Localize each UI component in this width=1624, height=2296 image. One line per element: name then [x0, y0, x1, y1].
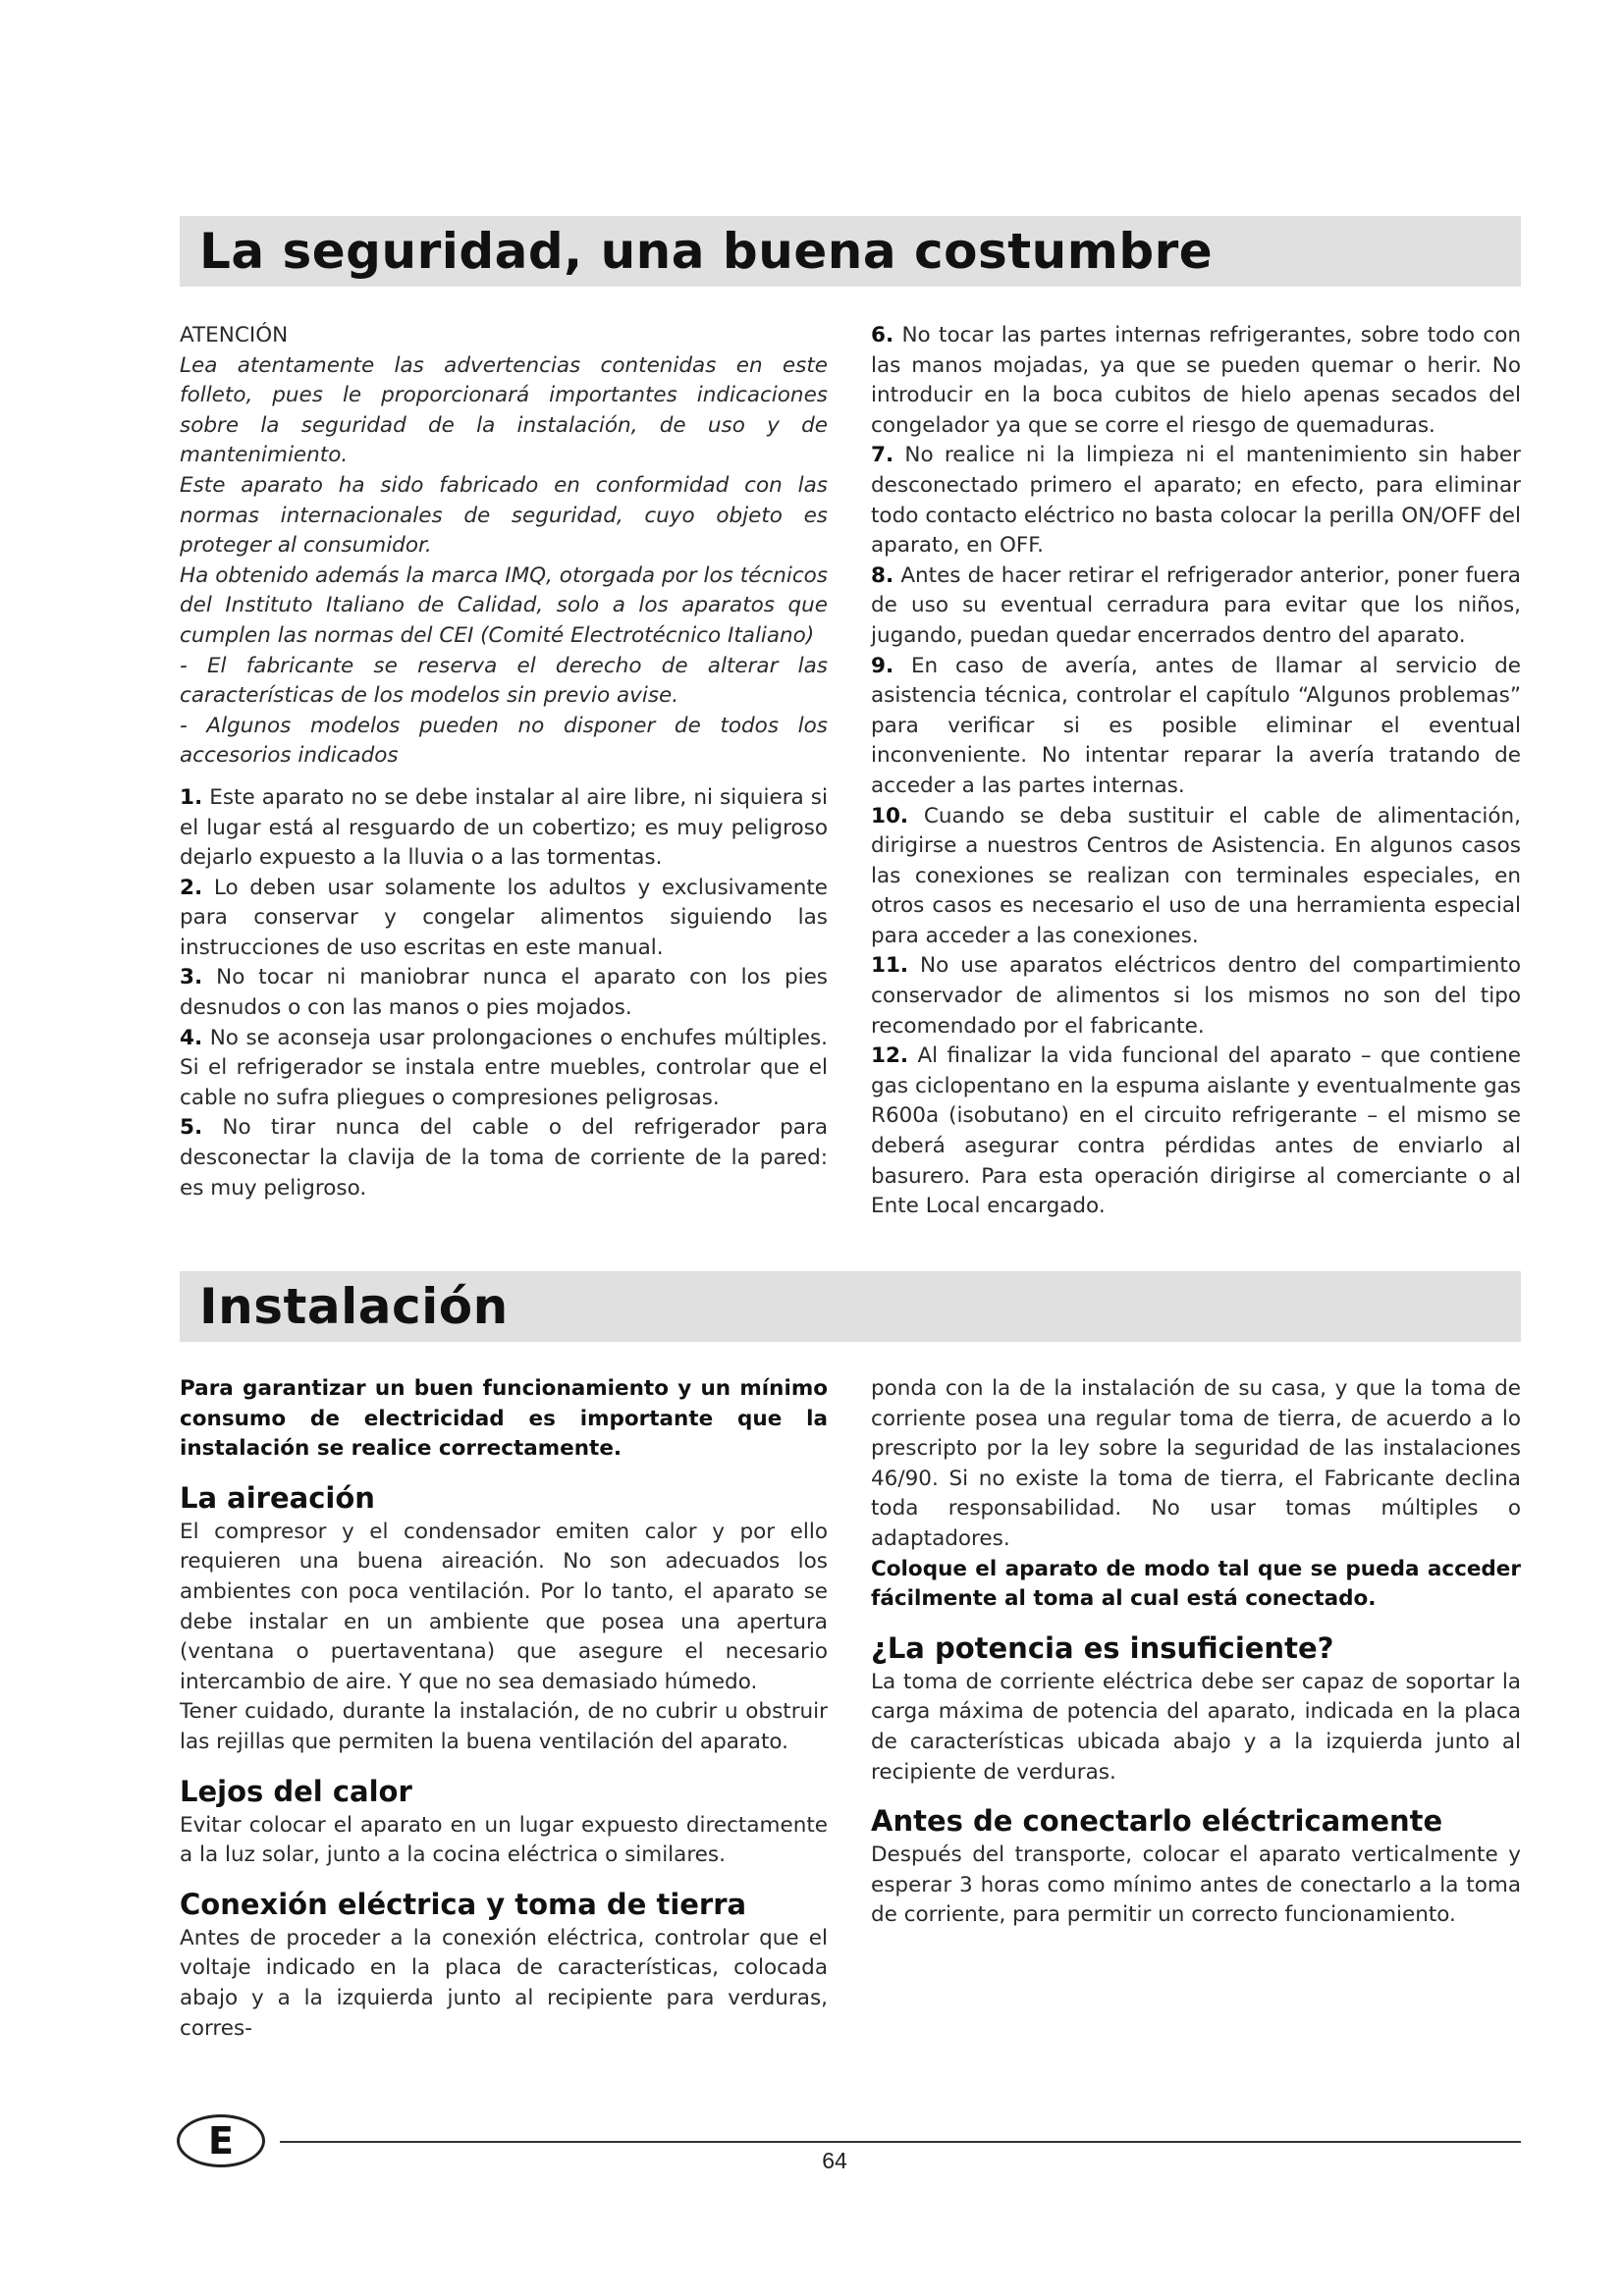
intro-italic-4: - El fabricante se reserva el derecho de alterar las características de los modelos sin previo avise. [180, 653, 828, 709]
heading-conexion-electrica: Conexión eléctrica y toma de tierra [180, 1887, 747, 1921]
section-title-band [180, 216, 1521, 287]
potencia-paragraph: La toma de corriente eléctrica debe ser capaz de soportar la carga máxima de potencia del aparato, indicada en la placa de características ubicada abajo y a la izquierda junto al recipiente de verduras. [871, 1669, 1521, 1785]
heading-antes-de-conectar: Antes de conectarlo eléctricamente [871, 1804, 1443, 1839]
safety-item: 7. No realice ni la limpieza ni el mantenimiento sin haber desconectado primero el aparato; en efecto, para eliminar todo contacto eléctrico no basta colocar la perilla ON/OFF del aparato, en OFF. [871, 443, 1521, 559]
intro-italic-2: Este aparato ha sido fabricado en conformidad con las normas internacionales de seguridad, cuyo objeto es proteger al consumidor. [180, 472, 828, 559]
footer-rule [280, 2141, 1521, 2143]
intro-italic-1: Lea atentamente las advertencias contenidas en este folleto, pues le proporcionará importantes indicaciones sobre la seguridad de la instalación, de uso y de mantenimiento. [180, 352, 828, 468]
safety-item: 11. No use aparatos eléctricos dentro del compartimiento conservador de alimentos si los mismos no son del tipo recomendado por el fabricante. [871, 953, 1521, 1039]
aireacion-paragraph-2: Tener cuidado, durante la instalación, de no cubrir u obstruir las rejillas que permiten la buena ventilación del aparato. [180, 1699, 828, 1754]
safety-item: 6. No tocar las partes internas refrigerantes, sobre todo con las manos mojadas, ya que se pueden quemar o herir. No introducir en la boca cubitos de hielo apenas secados del congelador ya que se corre el riesgo de quemaduras. [871, 323, 1521, 438]
intro-italic-3: Ha obtenido además la marca IMQ, otorgada por los técnicos del Instituto Italiano de Calidad, solo a los aparatos que cumplen las normas del CEI (Comité Electrotécnico Italiano) [180, 562, 828, 648]
safety-item: 10. Cuando se deba sustituir el cable de alimentación, dirigirse a nuestros Centros de Asistencia. En algunos casos las conexiones se realizan con terminales especiales, en otros casos es necesario el uso de una herramienta especial para acceder a las conexiones. [871, 803, 1521, 948]
conexion-paragraph: Antes de proceder a la conexión eléctrica, controlar que el voltaje indicado en la placa de características, colocada abajo y a la izquierda junto al recipiente para verduras, corres- [180, 1925, 828, 2041]
section-title-band [180, 1271, 1521, 1342]
conexion-bold-note: Coloque el aparato de modo tal que se pueda acceder fácilmente al toma al cual está conectado. [871, 1556, 1521, 1612]
section-title-seguridad: La seguridad, una buena costumbre [199, 223, 1214, 280]
aireacion-paragraph-1: El compresor y el condensador emiten calor y por ello requieren una buena aireación. No son adecuados los ambientes con poca ventilación. Por lo tanto, el aparato se debe instalar en un ambiente que posea una apertura (ventana o puertaventana) que asegure el necesario intercambio de aire. Y que no sea demasiado húmedo. [180, 1519, 828, 1694]
heading-aireacion: La aireación [180, 1480, 375, 1515]
safety-item: 5. No tirar nunca del cable o del refrigerador para desconectar la clavija de la toma de corriente de la pared: es muy peligroso. [180, 1115, 828, 1201]
antes-paragraph: Después del transporte, colocar el aparato verticalmente y esperar 3 horas como mínimo antes de conectarlo a la toma de corriente, para permitir un correcto funcionamiento. [871, 1842, 1521, 1928]
instalacion-right-column [871, 1374, 1521, 1931]
conexion-continued: ponda con la de la instalación de su casa, y que la toma de corriente posea una regular toma de tierra, de acuerdo a lo prescripto por la ley sobre la seguridad de las instalaciones 46/90. Si no existe la toma de tierra, el Fabricante declina toda responsabilidad. No usar tomas múltiples o adaptadores. [871, 1376, 1521, 1551]
seguridad-right-column [871, 321, 1521, 1222]
language-badge: E [177, 2114, 265, 2167]
section-title-instalacion: Instalación [199, 1278, 509, 1335]
heading-lejos-del-calor: Lejos del calor [180, 1774, 412, 1808]
calor-paragraph: Evitar colocar el aparato en un lugar expuesto directamente a la luz solar, junto a la cocina eléctrica o similares. [180, 1812, 828, 1868]
intro-italic-5: - Algunos modelos pueden no disponer de todos los accesorios indicados [180, 713, 828, 769]
instalacion-intro: Para garantizar un buen funcionamiento y un mínimo consumo de electricidad es importante que la instalación se realice correctamente. [180, 1376, 828, 1462]
safety-item: 1. Este aparato no se debe instalar al aire libre, ni siquiera si el lugar está al resguardo de un cobertizo; es muy peligroso dejarlo expuesto a la lluvia o a las tormentas. [180, 784, 828, 871]
safety-item: 4. No se aconseja usar prolongaciones o enchufes múltiples. Si el refrigerador se instala entre muebles, controlar que el cable no sufra pliegues o compresiones peligrosas. [180, 1025, 828, 1110]
attention-heading: ATENCIÓN [180, 323, 289, 347]
instalacion-left-column [180, 1374, 828, 2044]
safety-item: 12. Al finalizar la vida funcional del aparato – que contiene gas ciclopentano en la espuma aislante y eventualmente gas R600a (isobutano) en el circuito refrigerante – el mismo se deberá asegurar contra pérdidas antes de enviarlo al basurero. Para esta operación dirigirse al comerciante o al Ente Local encargado. [871, 1043, 1521, 1219]
seguridad-left-column [180, 321, 828, 1203]
safety-item: 9. En caso de avería, antes de llamar al servicio de asistencia técnica, controlar el capítulo “Algunos problemas” para verificar si es posible eliminar el eventual inconveniente. No intentar reparar la avería tratando de acceder a las partes internas. [871, 653, 1521, 798]
safety-item: 2. Lo deben usar solamente los adultos y exclusivamente para conservar y congelar alimentos siguiendo las instrucciones de uso escritas en este manual. [180, 875, 828, 960]
page-number: 64 [822, 2148, 847, 2173]
heading-potencia: ¿La potencia es insuficiente? [871, 1630, 1334, 1665]
safety-item: 3. No tocar ni maniobrar nunca el aparato con los pies desnudos o con las manos o pies mojados. [180, 965, 828, 1021]
safety-item: 8. Antes de hacer retirar el refrigerador anterior, poner fuera de uso su eventual cerradura para evitar que los niños, jugando, puedan quedar encerrados dentro del aparato. [871, 562, 1521, 648]
